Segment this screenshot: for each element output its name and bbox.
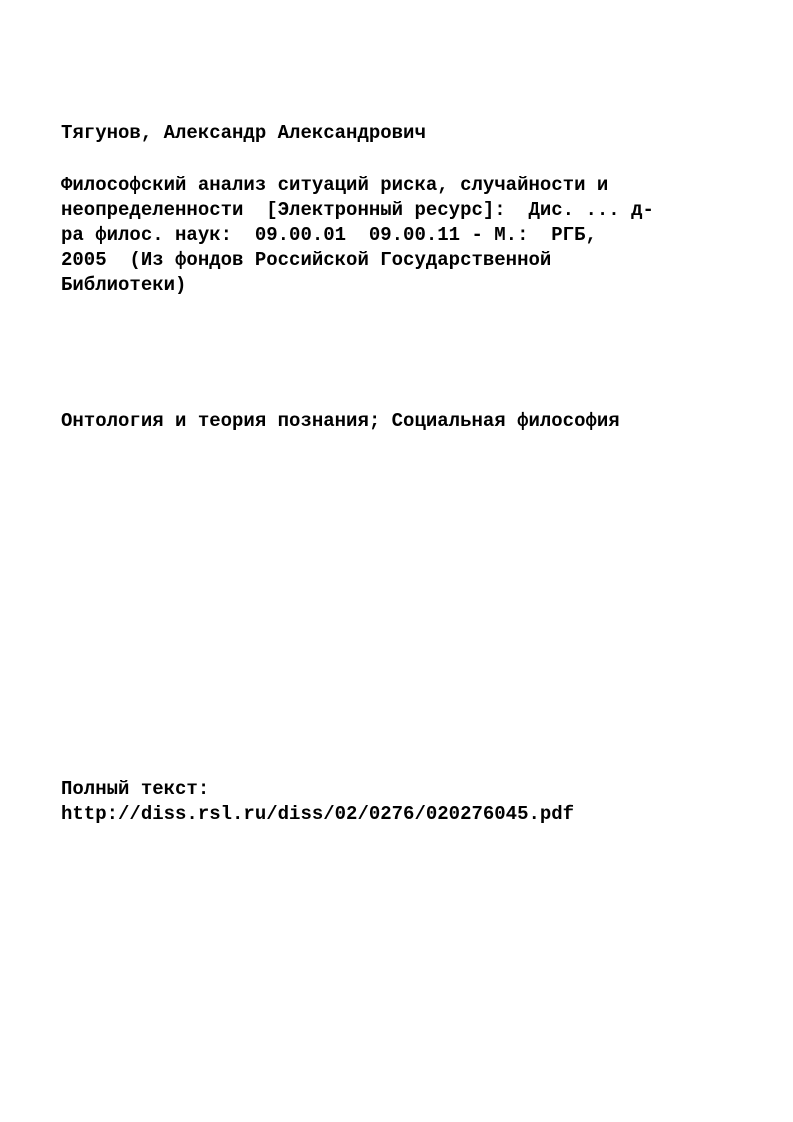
- title-line: 2005 (Из фондов Российской Государственной: [61, 249, 552, 271]
- title-line: Философский анализ ситуаций риска, случайности и: [61, 174, 609, 196]
- subject-headings: Онтология и теория познания; Социальная философия: [61, 410, 620, 432]
- full-text-label: Полный текст:: [61, 778, 210, 800]
- author-name: Тягунов, Александр Александрович: [61, 122, 426, 144]
- title-line: ра филос. наук: 09.00.01 09.00.11 - М.: РГБ,: [61, 224, 597, 246]
- full-text-link[interactable]: http://diss.rsl.ru/diss/02/0276/020276045.pdf: [61, 803, 575, 825]
- title-line: Библиотеки): [61, 274, 187, 296]
- title-line: неопределенности [Электронный ресурс]: Дис. ... д-: [61, 199, 654, 221]
